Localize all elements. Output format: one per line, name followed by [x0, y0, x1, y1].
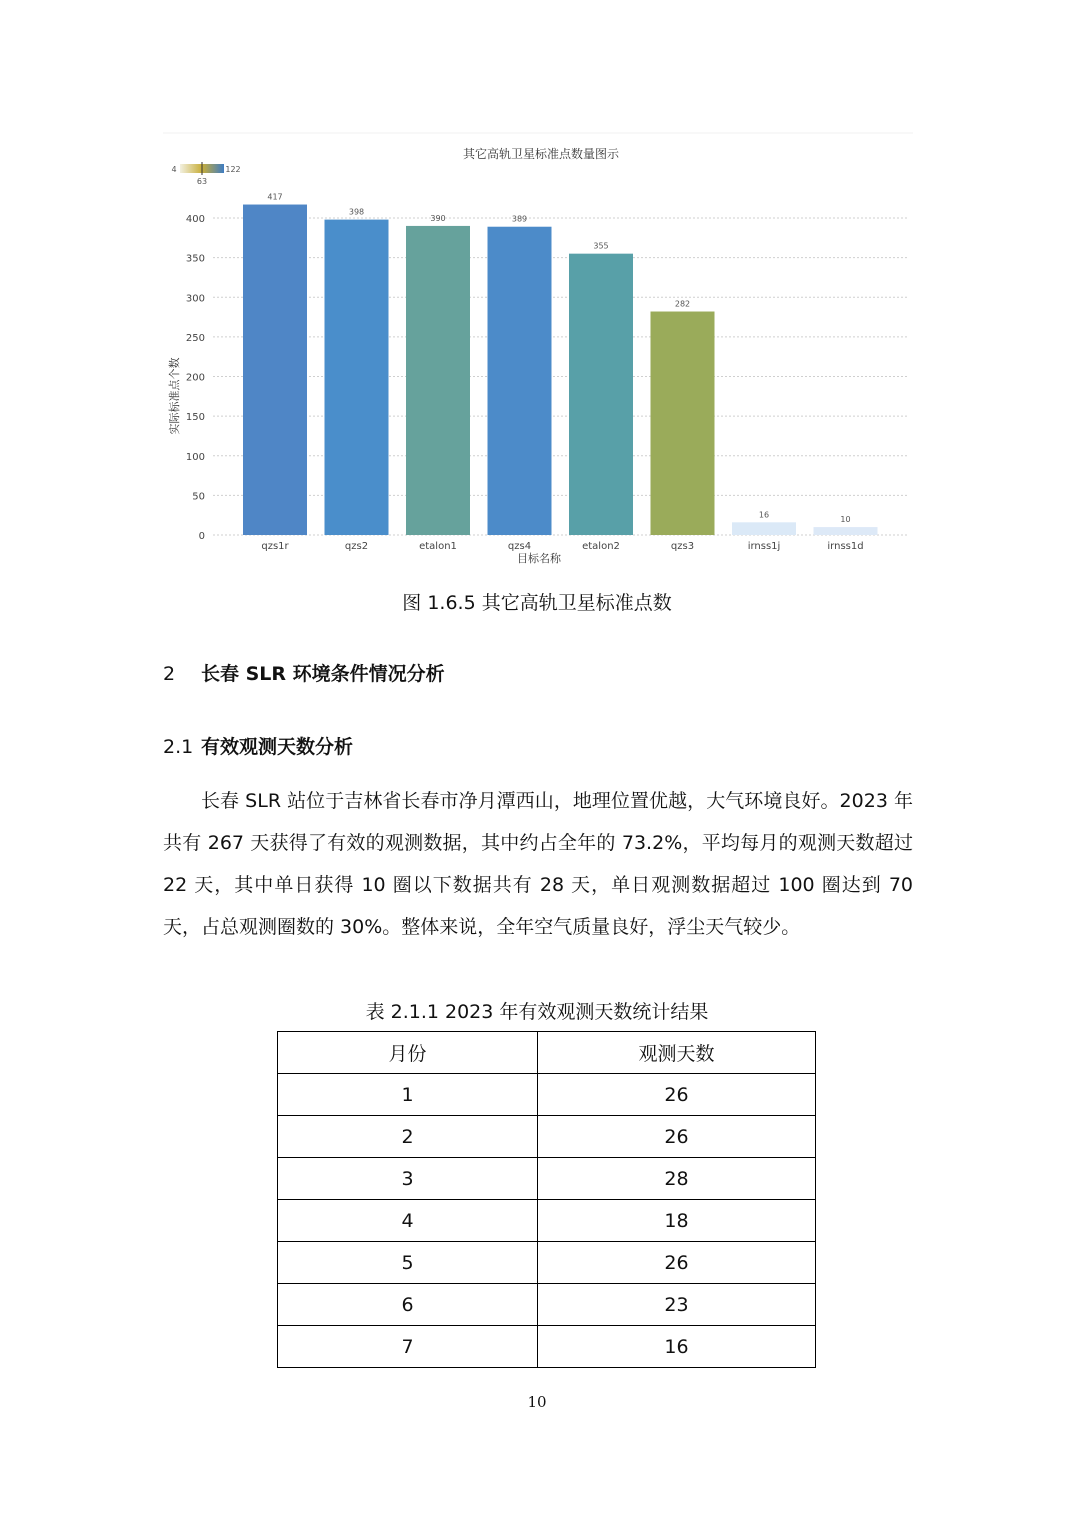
x-tick-labels [261, 541, 863, 552]
table-row [278, 1158, 816, 1200]
bar [651, 312, 715, 535]
days-cell: 18 [538, 1200, 816, 1242]
x-tick-label: qzs1r [261, 541, 289, 552]
month-cell: 4 [278, 1200, 538, 1242]
data-label: 355 [593, 241, 609, 251]
section-number: 2.1 [163, 736, 194, 758]
month-cell: 7 [278, 1326, 538, 1368]
data-label: 282 [674, 299, 691, 309]
data-label: 390 [430, 213, 446, 223]
header-days: 观测天数 [538, 1032, 816, 1074]
body-paragraph: 长春 SLR 站位于吉林省长春市净月潭西山，地理位置优越，大气环境良好。2023 年共有 267 天获得了有效的观测数据，其中约占全年的 73.2%，平均每月的观测天数超过 22 天，其中单日获得 10 圈以下数据共有 28 天，单日观测数据超过 100 圈达到 70 天，占总观测圈数的 30%。整体来说，全年空气质量良好，浮尘天气较少。 [163, 790, 913, 938]
section-title: 有效观测天数分析 [201, 736, 354, 758]
days-cell: 26 [538, 1074, 816, 1116]
days-cell: 28 [538, 1158, 816, 1200]
section-heading-2-1 [163, 732, 353, 759]
table-row [278, 1074, 816, 1116]
x-tick-label: irnss1d [827, 541, 864, 552]
table-row [278, 1242, 816, 1284]
data-label: 10 [840, 515, 851, 525]
bar-chart [163, 130, 913, 570]
bar [814, 527, 878, 535]
y-tick-label: 200 [185, 372, 205, 384]
data-label: 16 [758, 510, 770, 520]
days-cell: 23 [538, 1284, 816, 1326]
section-number: 2 [163, 663, 176, 685]
table-row [278, 1284, 816, 1326]
x-axis-label: 目标名称 [517, 552, 561, 565]
colorbar-mid-label: 63 [196, 177, 208, 186]
x-tick-label: irnss1j [747, 541, 781, 552]
table-row [278, 1116, 816, 1158]
month-cell: 3 [278, 1158, 538, 1200]
month-cell: 6 [278, 1284, 538, 1326]
colorbar-max-label: 122 [225, 165, 241, 174]
section-title: 长春 SLR 环境条件情况分析 [201, 663, 445, 685]
days-cell: 16 [538, 1326, 816, 1368]
bar-chart-svg [163, 130, 913, 570]
data-label: 389 [511, 214, 528, 224]
month-cell: 2 [278, 1116, 538, 1158]
days-cell: 26 [538, 1242, 816, 1284]
table-row [278, 1200, 816, 1242]
y-axis-label: 实际标准点个数 [168, 357, 181, 435]
header-month: 月份 [278, 1032, 538, 1074]
table-caption: 表 2.1.1 2023 年有效观测天数统计结果 [365, 1001, 709, 1023]
y-tick-label: 150 [185, 412, 205, 424]
y-tick-label: 300 [185, 293, 205, 305]
y-tick-label: 50 [192, 491, 205, 503]
table-header-row [278, 1032, 816, 1074]
y-tick-label: 400 [185, 214, 205, 225]
data-label: 398 [348, 207, 365, 217]
month-cell: 1 [278, 1074, 538, 1116]
x-tick-label: qzs4 [507, 541, 532, 552]
month-cell: 5 [278, 1242, 538, 1284]
days-cell: 26 [538, 1116, 816, 1158]
figure-caption: 图 1.6.5 其它高轨卫星标准点数 [402, 592, 672, 614]
bar [243, 205, 307, 535]
section-heading-2 [163, 659, 445, 686]
y-tick-label: 350 [185, 253, 205, 265]
bar [406, 226, 470, 535]
x-tick-label: qzs3 [670, 541, 695, 552]
grid-lines [213, 218, 908, 535]
bar [569, 254, 633, 535]
page-number: 10 [527, 1393, 547, 1411]
y-tick-label: 0 [198, 531, 205, 542]
colorbar-min-label: 4 [171, 165, 177, 174]
bar [325, 220, 389, 535]
chart-title: 其它高轨卫星标准点数量图示 [462, 147, 620, 161]
y-tick-labels [186, 214, 205, 542]
bars [243, 205, 878, 535]
x-tick-label: etalon1 [419, 541, 457, 552]
x-tick-label: etalon2 [582, 541, 620, 552]
data-label: 417 [267, 192, 283, 202]
x-tick-label: qzs2 [344, 541, 369, 552]
table-row [278, 1326, 816, 1368]
observation-days-table [277, 1031, 816, 1368]
bar [488, 227, 552, 535]
y-tick-label: 250 [185, 332, 205, 344]
bar [732, 522, 796, 535]
y-tick-label: 100 [185, 451, 205, 463]
